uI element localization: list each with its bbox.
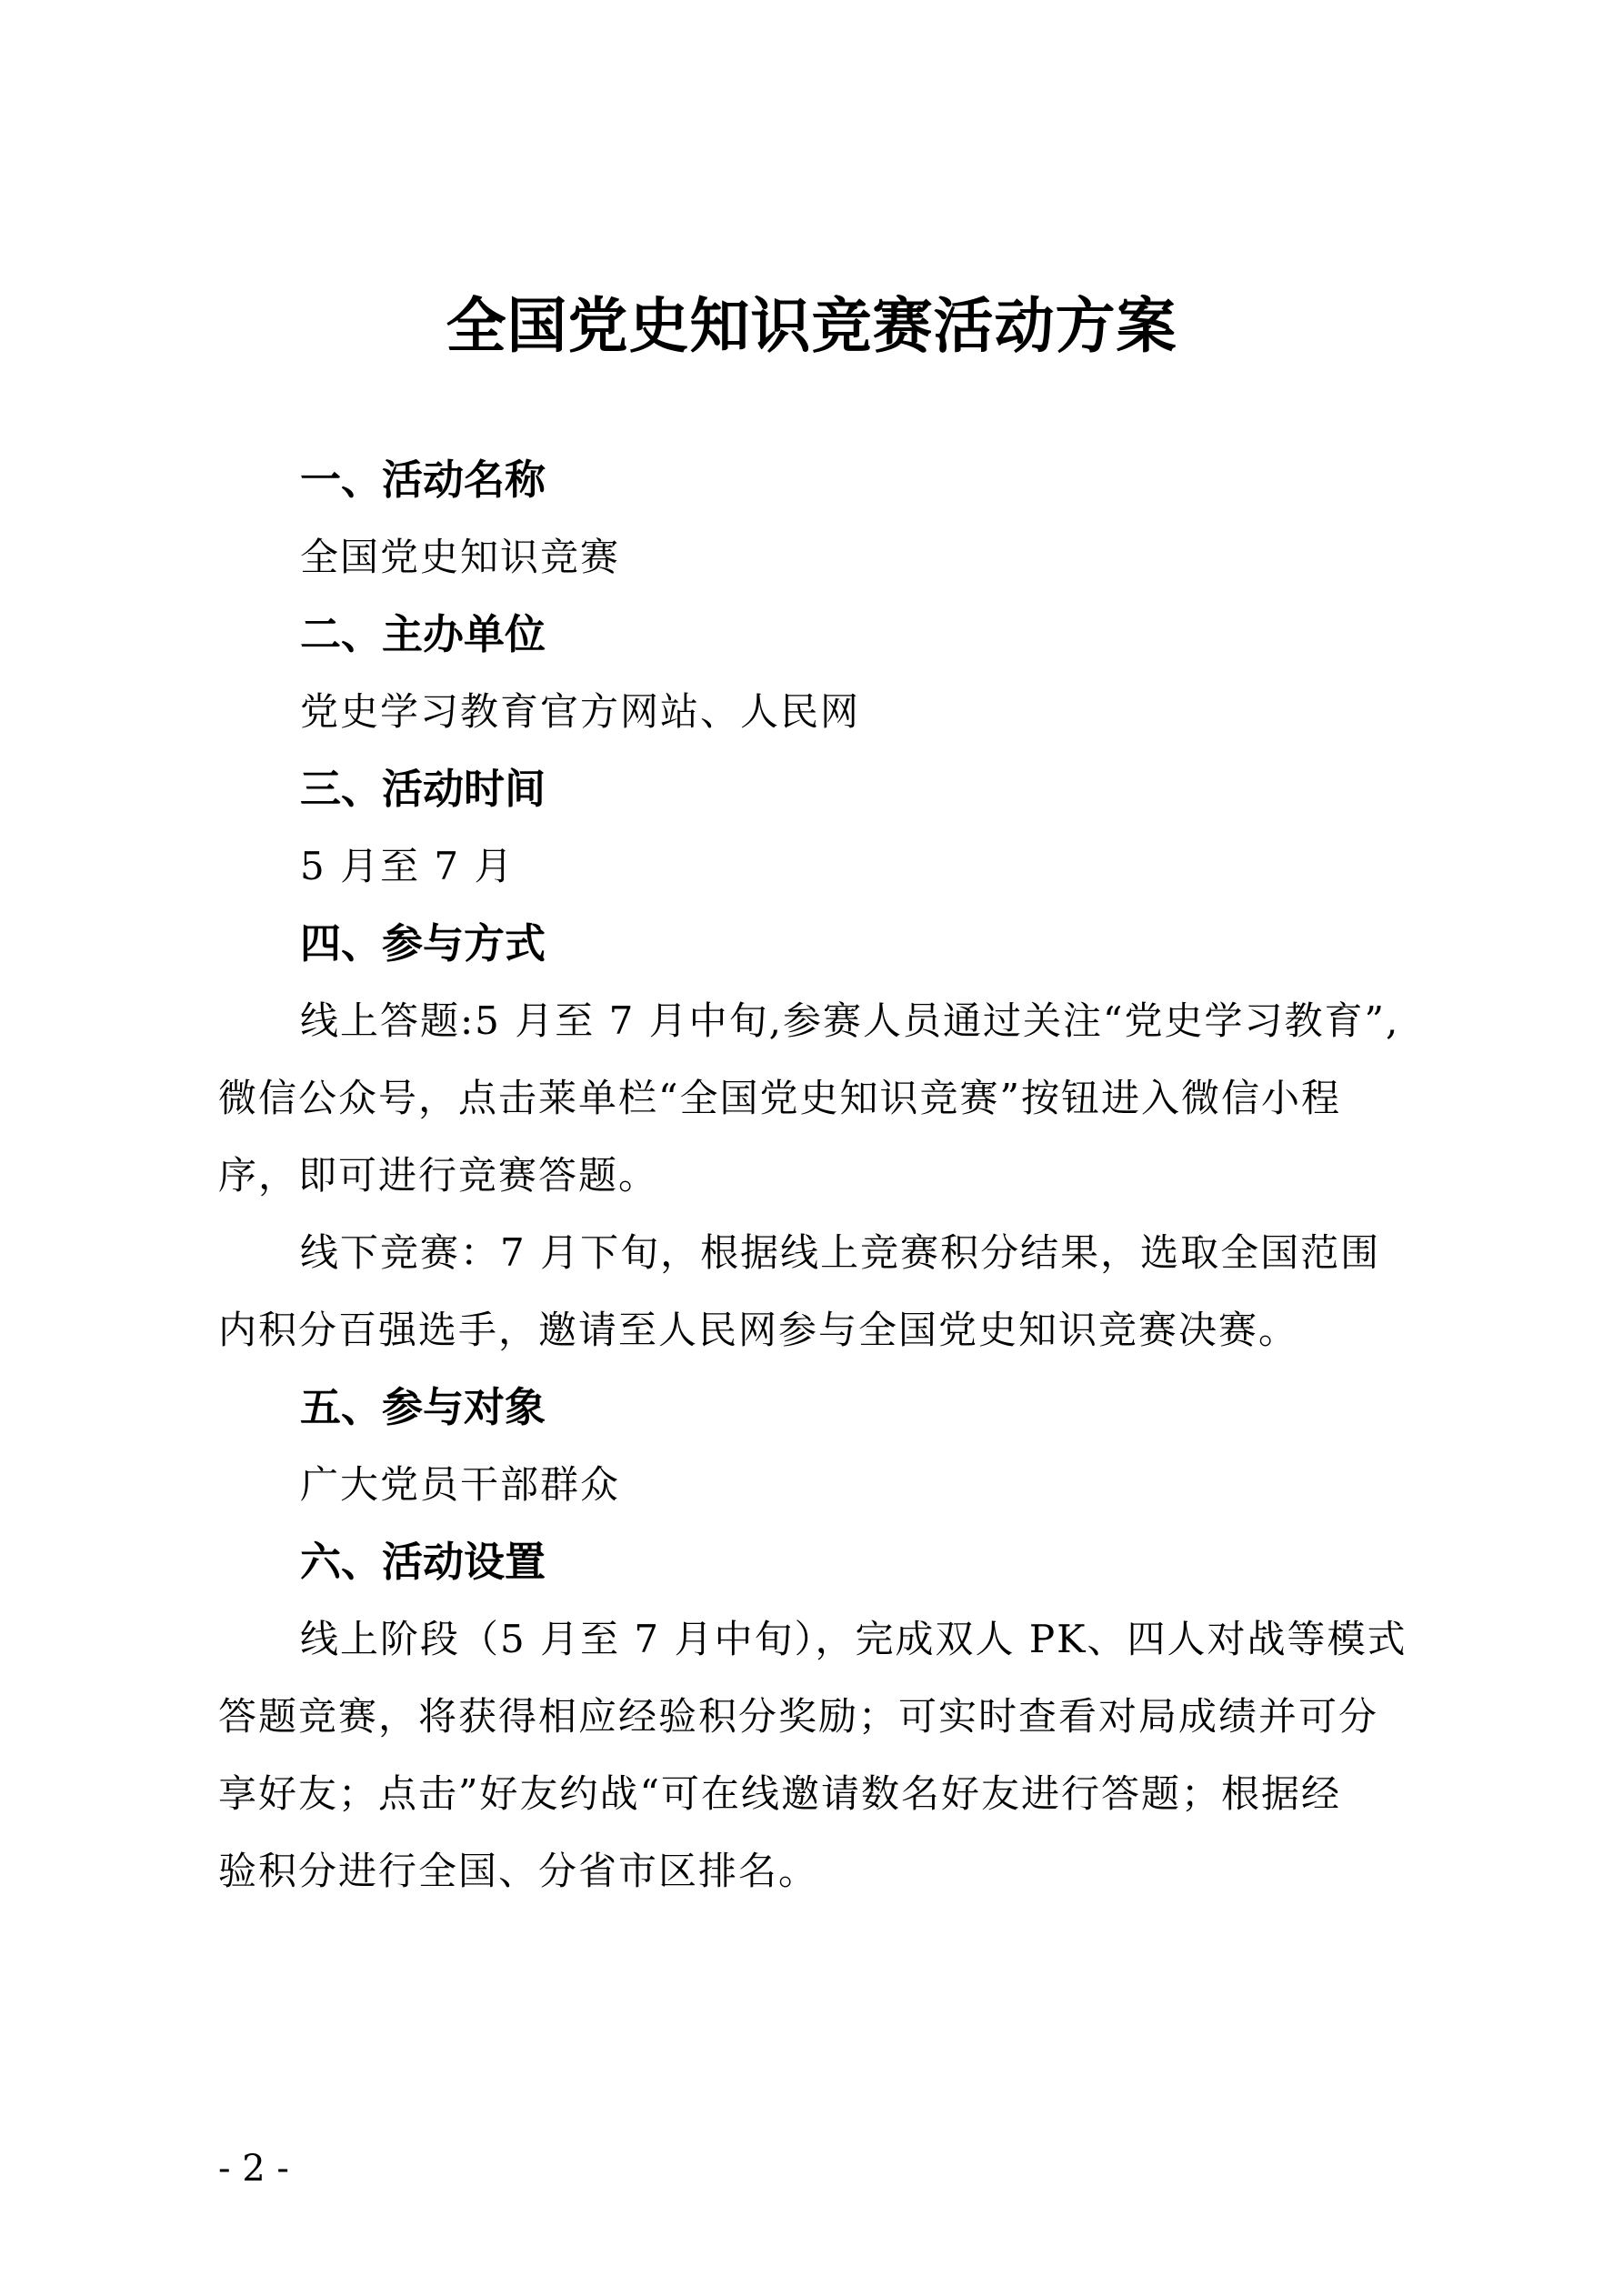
paragraph-line: 线上答题:5 月至 7 月中旬,参赛人员通过关注“党史学习教育”, bbox=[300, 998, 1400, 1043]
paragraph-line: 序，即可进行竞赛答题。 bbox=[218, 1153, 659, 1198]
page-number: - 2 - bbox=[218, 2148, 289, 2190]
section-heading-organizer: 二、主办单位 bbox=[300, 610, 546, 658]
section-heading-activity-name: 一、活动名称 bbox=[300, 456, 546, 504]
section-heading-participants: 五、参与对象 bbox=[300, 1383, 546, 1431]
document-title: 全国党史知识竞赛活动方案 bbox=[446, 290, 1177, 361]
section-heading-participation-method: 四、参与方式 bbox=[300, 919, 546, 968]
section-text-organizer: 党史学习教育官方网站、人民网 bbox=[300, 689, 861, 734]
section-text-activity-time: 5 月至 7 月 bbox=[300, 844, 515, 888]
paragraph-line: 验积分进行全国、分省市区排名。 bbox=[218, 1849, 819, 1893]
section-text-participants: 广大党员干部群众 bbox=[300, 1462, 621, 1507]
paragraph-line: 线下竞赛：7 月下旬，根据线上竞赛积分结果，选取全国范围 bbox=[300, 1230, 1381, 1275]
section-text-activity-name: 全国党史知识竞赛 bbox=[300, 535, 621, 579]
paragraph-line: 答题竞赛，将获得相应经验积分奖励；可实时查看对局成绩并可分 bbox=[218, 1694, 1379, 1739]
paragraph-line: 内积分百强选手，邀请至人民网参与全国党史知识竞赛决赛。 bbox=[218, 1308, 1299, 1352]
section-heading-activity-settings: 六、活动设置 bbox=[300, 1538, 546, 1586]
paragraph-line: 微信公众号，点击莱单栏“全国党史知识竞赛”按钮进入微信小程 bbox=[218, 1076, 1341, 1120]
paragraph-line: 享好友；点击”好友约战“可在线邀请数名好友进行答题；根据经 bbox=[218, 1771, 1341, 1816]
section-heading-activity-time: 三、活动时间 bbox=[300, 765, 546, 813]
paragraph-line: 线上阶段（5 月至 7 月中旬），完成双人 PK、四人对战等模式 bbox=[300, 1617, 1408, 1661]
